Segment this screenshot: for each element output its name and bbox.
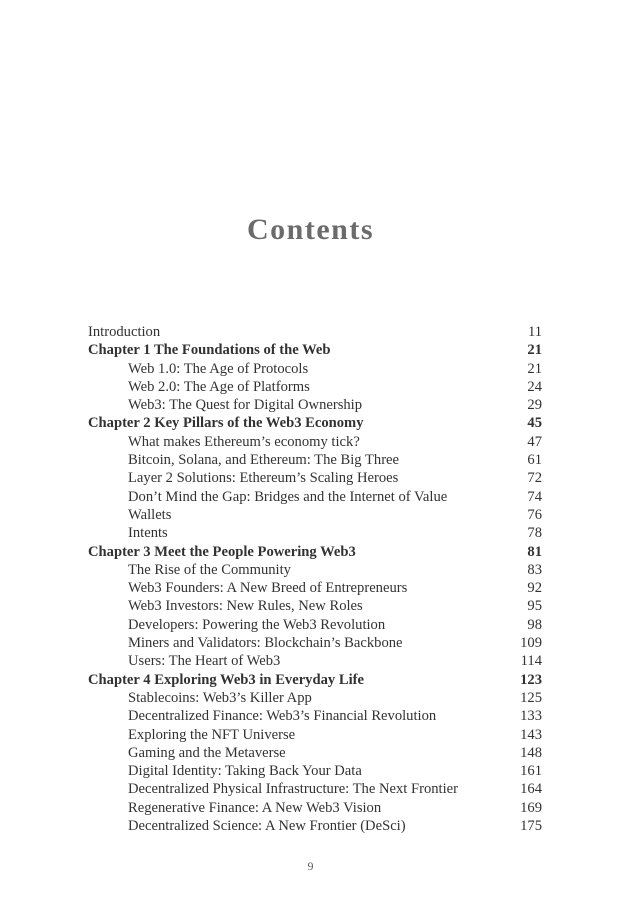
toc-entry-page: 78 [527, 525, 542, 542]
toc-entry-label: Decentralized Science: A New Frontier (DeSci) [128, 818, 406, 835]
toc-entry-page: 133 [520, 708, 542, 725]
page-number: 9 [307, 859, 314, 873]
toc-row [88, 451, 542, 469]
toc-entry-page: 175 [520, 818, 542, 835]
toc-entry-label: The Rise of the Community [128, 561, 291, 578]
toc-entry-label: Chapter 2 Key Pillars of the Web3 Economy [88, 415, 364, 432]
toc-row [88, 634, 542, 652]
toc-entry-label: Bitcoin, Solana, and Ethereum: The Big Three [128, 452, 400, 469]
toc-chapter-row [88, 414, 542, 432]
toc-entry-label: Stablecoins: Web3’s Killer App [128, 689, 312, 706]
toc-entry-label: Developers: Powering the Web3 Revolution [128, 616, 386, 633]
toc-entry-page: 169 [520, 799, 542, 816]
toc-entry-label: Intents [128, 525, 168, 542]
toc-row [88, 762, 542, 780]
toc-row [88, 433, 542, 451]
toc-entry-page: 83 [527, 561, 542, 578]
toc-entry-label: Users: The Heart of Web3 [128, 653, 281, 670]
toc-entry-page: 47 [527, 433, 542, 450]
toc-row [88, 817, 542, 835]
toc-entry-label: Gaming and the Metaverse [128, 744, 286, 761]
toc-entry-page: 164 [520, 781, 542, 798]
toc-entry-label: Exploring the NFT Universe [128, 726, 296, 743]
toc-chapter-row [88, 341, 542, 359]
toc-entry-page: 61 [527, 452, 542, 469]
toc-row [88, 780, 542, 798]
toc-row [88, 579, 542, 597]
toc-entry-page: 143 [520, 726, 542, 743]
toc-row [88, 561, 542, 579]
toc-entry-page: 98 [527, 616, 542, 633]
toc-row [88, 597, 542, 615]
toc-entry-label: Web 1.0: The Age of Protocols [128, 360, 309, 377]
toc-entry-label: Chapter 4 Exploring Web3 in Everyday Life [88, 671, 364, 688]
toc-row [88, 469, 542, 487]
toc-row [88, 689, 542, 707]
toc-entry-label: Miners and Validators: Blockchain’s Backbone [128, 635, 403, 652]
toc-entry-page: 109 [520, 635, 542, 652]
toc-entry-page: 76 [527, 506, 542, 523]
toc-row [88, 488, 542, 506]
toc-entry-page: 11 [527, 324, 542, 340]
toc-entry-page: 81 [527, 543, 542, 560]
toc-chapter-row [88, 543, 542, 561]
toc-entry-label: Layer 2 Solutions: Ethereum’s Scaling Heroes [128, 470, 399, 487]
toc-entry-label: Wallets [128, 506, 172, 523]
toc-entry-page: 114 [520, 653, 542, 670]
toc-row [88, 378, 542, 396]
toc-row [88, 799, 542, 817]
toc-row [88, 396, 542, 414]
toc-entry-label: Web3 Founders: A New Breed of Entrepreneurs [128, 580, 408, 597]
toc-entry-label: Decentralized Finance: Web3’s Financial Revolution [128, 708, 437, 725]
page-title: Contents [246, 213, 374, 246]
toc-entry-label: Decentralized Physical Infrastructure: The Next Frontier [128, 781, 458, 798]
toc-row [88, 506, 542, 524]
toc-entry-label: Digital Identity: Taking Back Your Data [128, 763, 362, 780]
toc-row [88, 726, 542, 744]
toc-entry-page: 21 [527, 360, 542, 377]
toc-entry-page: 24 [527, 378, 542, 395]
toc-entry-label: Introduction [88, 324, 161, 340]
toc-row [88, 616, 542, 634]
toc-entry-label: Web3: The Quest for Digital Ownership [128, 397, 363, 414]
toc-entry-page: 29 [527, 397, 542, 414]
toc-entry-label: Don’t Mind the Gap: Bridges and the Internet of Value [128, 488, 448, 505]
toc-entry-page: 161 [520, 763, 542, 780]
toc-entry-label: Web3 Investors: New Rules, New Roles [128, 598, 363, 615]
toc-chapter-row [88, 671, 542, 689]
toc-entry-page: 123 [520, 671, 542, 688]
toc-entry-label: Web 2.0: The Age of Platforms [128, 378, 310, 395]
toc-entry-label: What makes Ethereum’s economy tick? [128, 433, 360, 450]
toc-entry-page: 92 [527, 580, 542, 597]
toc-entry-label: Regenerative Finance: A New Web3 Vision [128, 799, 382, 816]
toc-entry-page: 45 [527, 415, 542, 432]
toc-row [88, 652, 542, 670]
toc-entry-page: 21 [527, 342, 542, 359]
toc-row [88, 360, 542, 378]
toc-entry-page: 148 [520, 744, 542, 761]
toc-entry-label: Chapter 3 Meet the People Powering Web3 [88, 543, 356, 560]
toc-entry-page: 74 [527, 488, 542, 505]
toc-entry-page: 125 [520, 689, 542, 706]
toc-row [88, 744, 542, 762]
toc-entry-label: Chapter 1 The Foundations of the Web [88, 342, 331, 359]
toc-entry-page: 72 [527, 470, 542, 487]
toc-row [88, 524, 542, 542]
toc-row [88, 323, 542, 341]
table-of-contents [88, 323, 542, 835]
toc-entry-page: 95 [527, 598, 542, 615]
toc-row [88, 707, 542, 725]
